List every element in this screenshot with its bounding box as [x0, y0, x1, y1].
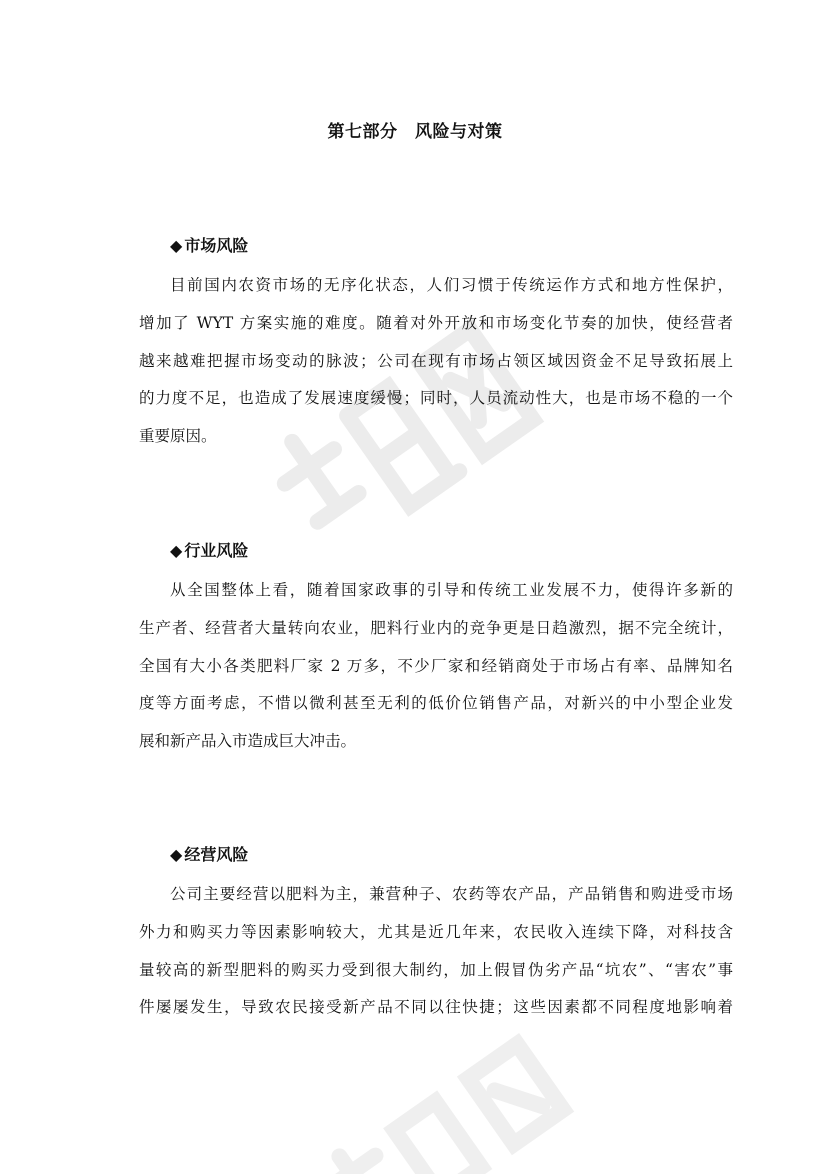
section-heading-market-risk [170, 233, 248, 256]
section-heading-label: 行业风险 [184, 541, 249, 560]
diamond-bullet-icon: ◆ [170, 541, 183, 560]
paragraph-line: 增加了 WYT 方案实施的难度。随着对外开放和市场变化节奏的加快，使经营者 [139, 313, 733, 332]
paragraph-line: 的力度不足，也造成了发展速度缓慢；同时，人员流动性大，也是市场不稳的一个 [139, 389, 733, 408]
paragraph-line: 从全国整体上看，随着国家政事的引导和传统工业发展不力，使得许多新的 [170, 581, 733, 599]
paragraph-line: 展和新产品入市造成巨大冲击。 [139, 732, 357, 751]
section-paragraph-market-risk [139, 267, 733, 456]
section-paragraph-operational-risk [139, 876, 733, 1027]
paragraph-line: 件屡屡发生，导致农民接受新产品不同以往快捷；这些因素都不同程度地影响着 [139, 998, 733, 1017]
section-heading-label: 市场风险 [184, 236, 249, 255]
section-heading-industry-risk [170, 538, 248, 561]
diamond-bullet-icon: ◆ [170, 236, 183, 255]
paragraph-line: 度等方面考虑，不惜以微利甚至无利的低价位销售产品，对新兴的中小型企业发 [139, 694, 733, 713]
paragraph-line: 目前国内农资市场的无序化状态，人们习惯于传统运作方式和地方性保护， [170, 276, 733, 294]
section-heading-label: 经营风险 [184, 845, 249, 864]
diamond-bullet-icon: ◆ [170, 845, 183, 864]
paragraph-line: 全国有大小各类肥料厂家 2 万多，不少厂家和经销商处于市场占有率、品牌知名 [139, 656, 733, 675]
paragraph-line: 生产者、经营者大量转向农业，肥料行业内的竞争更是日趋激烈，据不完全统计， [139, 618, 733, 637]
section-heading-operational-risk [170, 842, 248, 865]
paragraph-line: 重要原因。 [139, 427, 217, 446]
paragraph-line: 公司主要经营以肥料为主，兼营种子、农药等农产品，产品销售和购进受市场 [170, 885, 733, 903]
paragraph-line: 越来越难把握市场变动的脉波；公司在现有市场占领区域因资金不足导致拓展上 [139, 351, 733, 370]
section-paragraph-industry-risk [139, 572, 733, 761]
paragraph-line: 外力和购买力等因素影响较大，尤其是近几年来，农民收入连续下降，对科技含 [139, 922, 733, 941]
page-title: 第七部分 风险与对策 [327, 122, 503, 142]
paragraph-line: 量较高的新型肥料的购买力受到很大制约，加上假冒伪劣产品“坑农”、“害农”事 [139, 960, 733, 979]
